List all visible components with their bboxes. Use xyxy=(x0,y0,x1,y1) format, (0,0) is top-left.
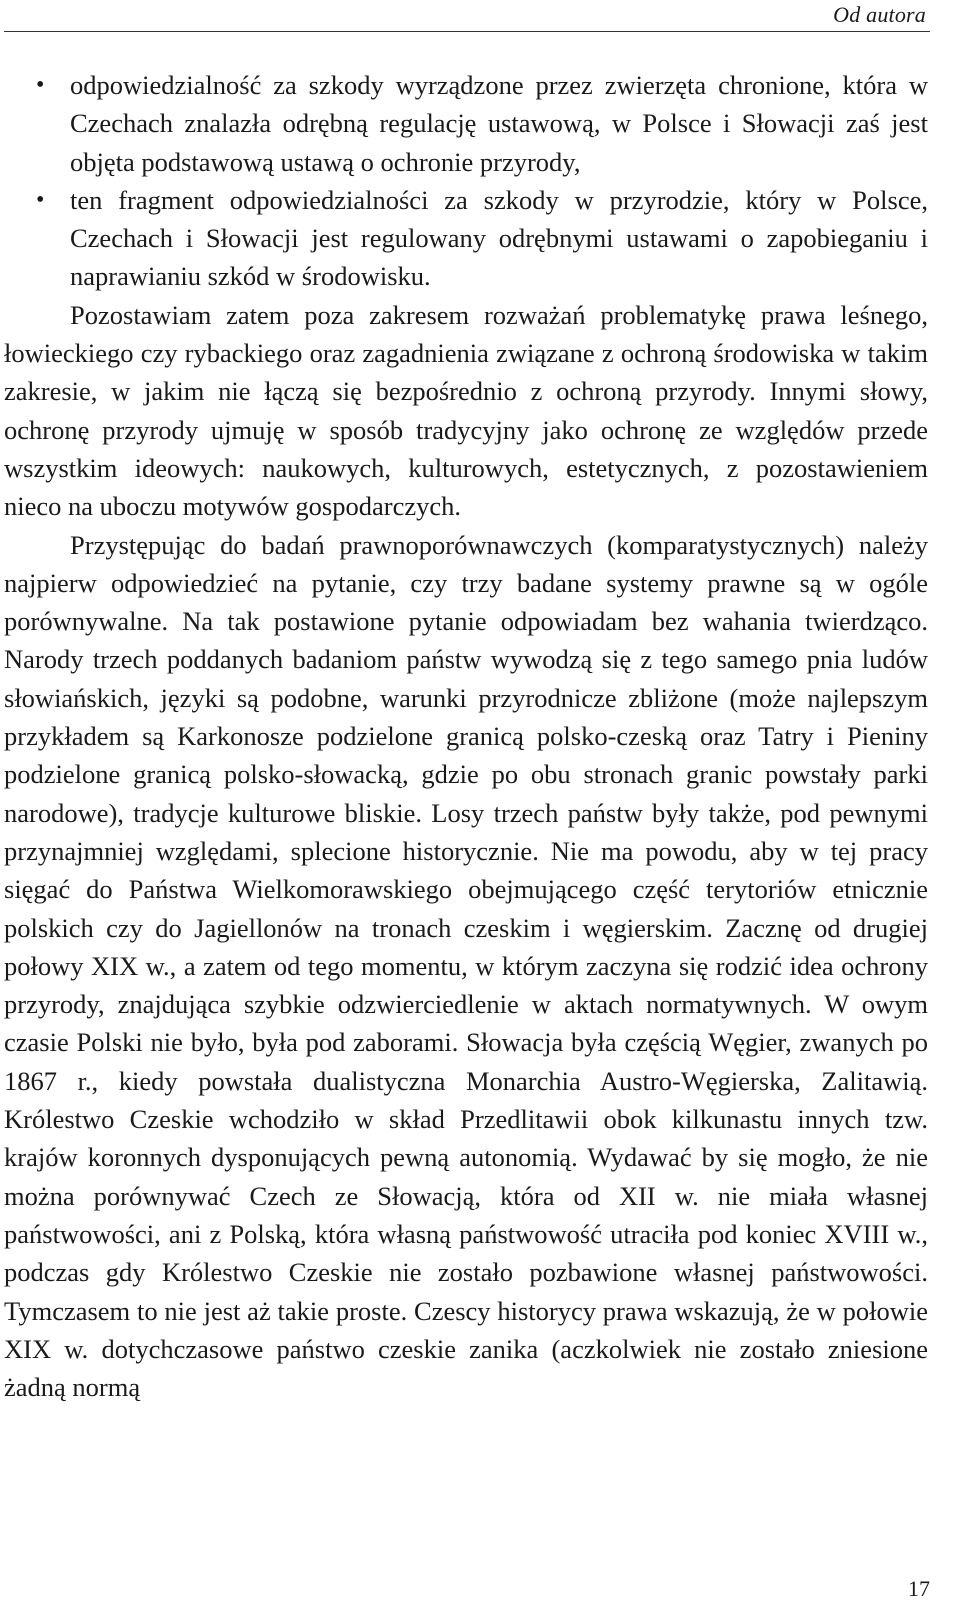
bullet-list xyxy=(4,66,928,296)
bullet-dot-icon: • xyxy=(36,186,45,213)
running-header xyxy=(0,0,960,36)
bullet-item xyxy=(4,66,928,181)
paragraph: Pozostawiam zatem poza zakresem rozważań problematykę prawa leśnego, łowieckiego czy rybackiego oraz zagadnienia związane z ochroną środowiska w takim zakresie, w jakim nie łączą się bezpośrednio z ochroną przyrody. Innymi słowy, ochronę przyrody ujmuję w sposób tradycyjny jako ochronę ze względów przede wszystkim ideowych: naukowych, kulturowych, estetycznych, z pozostawieniem nieco na uboczu motywów gospodarczych. xyxy=(4,299,928,522)
paragraph: Przystępując do badań prawnoporównawczych (komparatystycznych) należy najpierw odpowiedzieć na pytanie, czy trzy badane systemy prawne są w ogóle porównywalne. Na tak postawione pytanie odpowiadam bez wahania twierdząco. Narody trzech poddanych badaniom państw wywodzą się z tego samego pnia ludów słowiańskich, języki są podobne, warunki przyrodnicze zbliżone (może najlepszym przykładem są Karkonosze podzielone granicą polsko-czeską oraz Tatry i Pieniny podzielone granicą polsko-słowacką, gdzie po obu stronach granic powstały parki narodowe), tradycje kulturowe bliskie. Losy trzech państw były także, pod pewnymi przynajmniej względami, splecione historycznie. Nie ma powodu, aby w tej pracy sięgać do Państwa Wielkomorawskiego obejmującego część terytoriów etnicznie polskich czy do Jagiellonów na tronach czeskim i węgierskim. Zacznę od drugiej połowy XIX w., a zatem od tego momentu, w którym zaczyna się rodzić idea ochrony przyrody, znajdująca szybkie odzwierciedlenie w aktach normatywnych. W owym czasie Polski nie było, była pod zaborami. Słowacja była częścią Węgier, zwanych po 1867 r., kiedy powstała dualistyczna Monarchia Austro-Węgierska, Zalitawią. Królestwo Czeskie wchodziło w skład Przedlitawii obok kilkunastu innych tzw. krajów koronnych dysponujących pewną autonomią. Wydawać by się mogło, że nie można porównywać Czech ze Słowacją, która od XII w. nie miała własnej państwowości, ani z Polską, która własną państwowość utraciła pod koniec XVIII w., podczas gdy Królestwo Czeskie nie zostało pozbawione własnej państwowości. Tymczasem to nie jest aż takie proste. Czescy historycy prawa wskazują, że w połowie XIX w. dotychczasowe państwo czeskie zanika (aczkolwiek nie zostało zniesione żadną normą xyxy=(4,529,928,1403)
bullet-dot-icon: • xyxy=(36,72,45,98)
bullet-item xyxy=(4,181,928,296)
running-title: Od autora xyxy=(833,2,926,27)
page-number: 17 xyxy=(908,1576,930,1601)
bullet-text: odpowiedzialność za szkody wyrządzone przez zwierzęta chronione, która w Czechach znalazła odrębną regulację ustawową, w Polsce i Słowacji zaś jest objęta podstawową ustawą o ochronie przyrody, xyxy=(70,70,928,177)
bullet-text: ten fragment odpowiedzialności za szkody w przyrodzie, który w Polsce, Czechach i Słowacji jest regulowany odrębnymi ustawami o zapobieganiu i naprawianiu szkód w środowisku. xyxy=(70,184,928,292)
header-rule xyxy=(4,31,930,32)
page-body xyxy=(4,66,928,1406)
